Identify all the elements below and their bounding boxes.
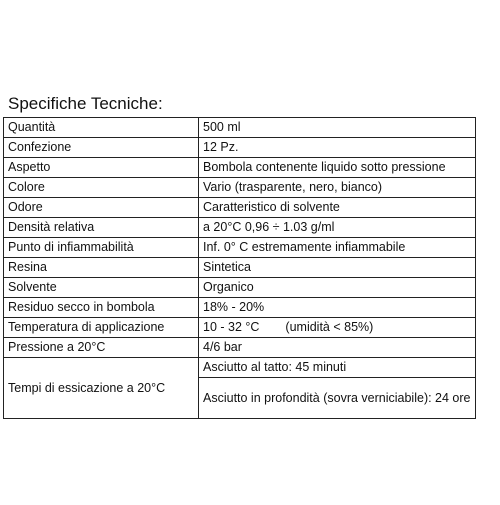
- row-value: [199, 318, 476, 338]
- table-row: [4, 218, 476, 238]
- table-row: [4, 238, 476, 258]
- row-label: Confezione: [4, 138, 199, 158]
- table-row: [4, 198, 476, 218]
- row-value: Vario (trasparente, nero, bianco): [199, 178, 476, 198]
- row-value: Inf. 0° C estremamente infiammabile: [199, 238, 476, 258]
- drying-label: Tempi di essicazione a 20°C: [4, 358, 199, 419]
- table-row: [4, 298, 476, 318]
- drying-depth-value: Asciutto in profondità (sovra verniciabile): 24 ore: [199, 378, 476, 419]
- humidity-note: (umidità < 85%): [285, 320, 374, 334]
- row-value: Organico: [199, 278, 476, 298]
- row-label: Aspetto: [4, 158, 199, 178]
- table-row: [4, 358, 476, 378]
- row-label: Colore: [4, 178, 199, 198]
- table-row: [4, 158, 476, 178]
- row-label: Punto di infiammabilità: [4, 238, 199, 258]
- row-label: Resina: [4, 258, 199, 278]
- table-row: [4, 278, 476, 298]
- table-row: [4, 258, 476, 278]
- row-value: 500 ml: [199, 118, 476, 138]
- row-value: Bombola contenente liquido sotto pressione: [199, 158, 476, 178]
- row-label: Residuo secco in bombola: [4, 298, 199, 318]
- row-value: Sintetica: [199, 258, 476, 278]
- temperature-range: 10 - 32 °C: [203, 320, 260, 334]
- row-label: Solvente: [4, 278, 199, 298]
- row-value: 4/6 bar: [199, 338, 476, 358]
- row-label: Densità relativa: [4, 218, 199, 238]
- row-label: Quantità: [4, 118, 199, 138]
- table-row: [4, 338, 476, 358]
- table-row: [4, 318, 476, 338]
- spec-table: [3, 117, 476, 419]
- row-label: Temperatura di applicazione: [4, 318, 199, 338]
- page-title: Specifiche Tecniche:: [8, 94, 163, 113]
- drying-touch-value: Asciutto al tatto: 45 minuti: [199, 358, 476, 378]
- table-row: [4, 138, 476, 158]
- row-value: 18% - 20%: [199, 298, 476, 318]
- row-value: Caratteristico di solvente: [199, 198, 476, 218]
- table-row: [4, 178, 476, 198]
- row-value: a 20°C 0,96 ÷ 1.03 g/ml: [199, 218, 476, 238]
- row-value: 12 Pz.: [199, 138, 476, 158]
- row-label: Pressione a 20°C: [4, 338, 199, 358]
- row-label: Odore: [4, 198, 199, 218]
- table-row: [4, 118, 476, 138]
